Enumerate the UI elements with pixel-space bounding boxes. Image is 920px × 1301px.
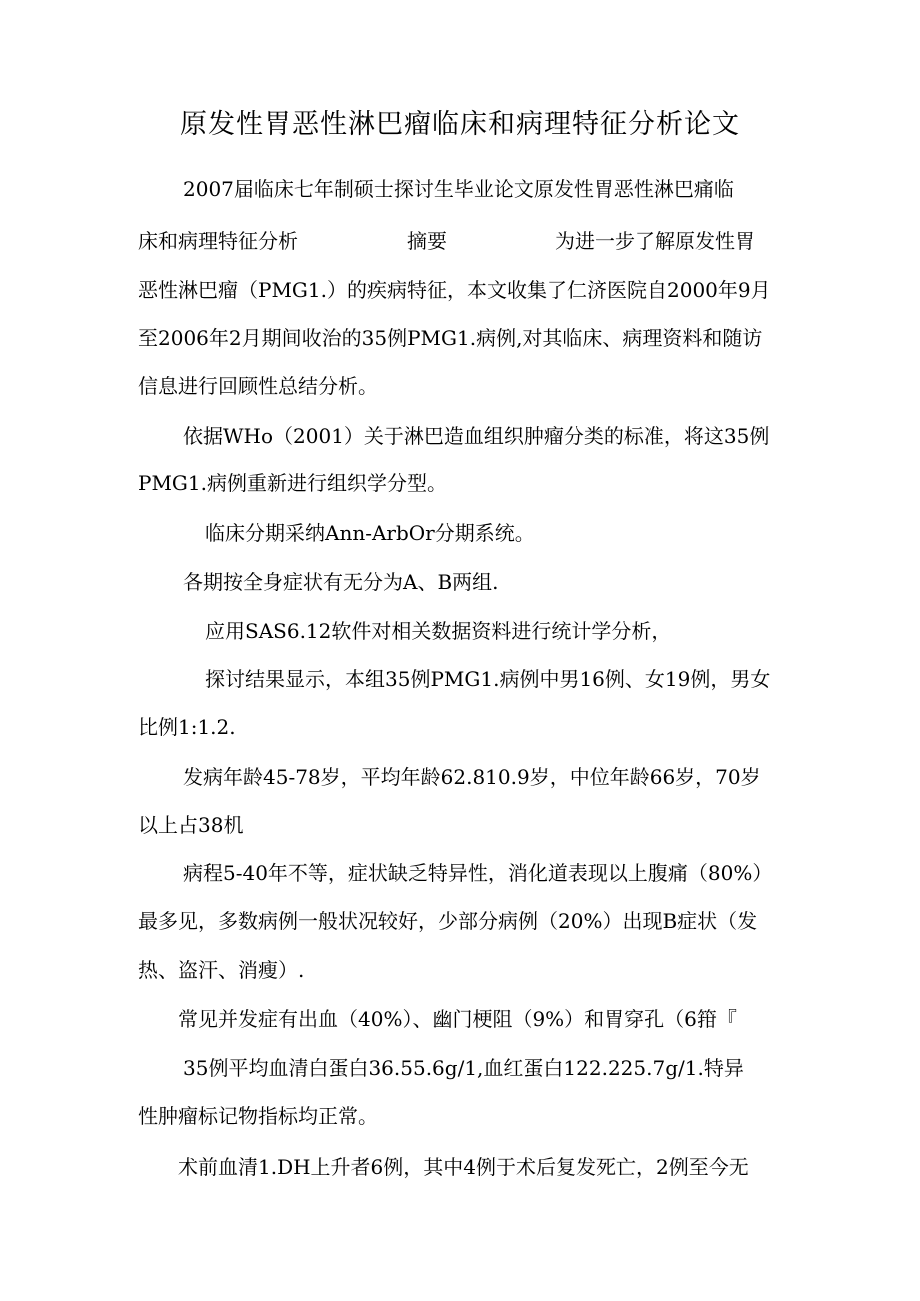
- text-line: 应用SAS6.12软件对相关数据资料进行统计学分析，: [205, 619, 672, 643]
- text-line: 临床分期采纳Ann-ArbOr分期系统。: [205, 521, 535, 545]
- text-line: 摘要: [407, 229, 447, 253]
- text-line: 常见并发症有出血（40%）、幽门梗阻（9%）和胃穿孔（6箝『: [178, 1007, 737, 1031]
- text-line: 恶性淋巴瘤（PMG1.）的疾病特征，本文收集了仁济医院自2000年9月: [138, 278, 771, 302]
- document-title: 原发性胃恶性淋巴瘤临床和病理特征分析论文: [180, 109, 740, 140]
- text-line: 为进一步了解原发性胃: [555, 229, 755, 253]
- text-line: 2007届临床七年制硕士探讨生毕业论文原发性胃恶性淋巴痛临: [183, 177, 734, 201]
- text-line: 比例1:1.2.: [138, 715, 236, 739]
- text-line: 病程5-40年不等，症状缺乏特异性，消化道表现以上腹痛（80%）: [183, 861, 773, 885]
- text-line: 依据WHo（2001）关于淋巴造血组织肿瘤分类的标准，将这35例: [183, 424, 770, 448]
- text-line: 热、盗汗、消瘦）.: [138, 958, 305, 982]
- text-line: 至2006年2月期间收治的35例PMG1.病例,对其临床、病理资料和随访: [138, 326, 763, 350]
- text-line: 性肿瘤标记物指标均正常。: [138, 1104, 378, 1128]
- text-line: 35例平均血清白蛋白36.55.6g/1,血红蛋白122.225.7g/1.特异: [183, 1056, 744, 1080]
- text-line: PMG1.病例重新进行组织学分型。: [138, 471, 447, 495]
- text-line: 各期按全身症状有无分为A、B两组.: [183, 570, 499, 594]
- text-line: 以上占38机: [138, 813, 244, 837]
- text-line: 床和病理特征分析: [138, 229, 298, 253]
- text-line: 发病年龄45-78岁，平均年龄62.810.9岁，中位年龄66岁，70岁: [183, 765, 761, 789]
- text-line: 探讨结果显示，本组35例PMG1.病例中男16例、女19例，男女: [205, 667, 771, 691]
- text-line: 最多见，多数病例一般状况较好，少部分病例（20%）出现B症状（发: [138, 909, 758, 933]
- text-line: 信息进行回顾性总结分析。: [138, 374, 378, 398]
- text-line: 术前血清1.DH上升者6例，其中4例于术后复发死亡，2例至今无: [178, 1155, 749, 1179]
